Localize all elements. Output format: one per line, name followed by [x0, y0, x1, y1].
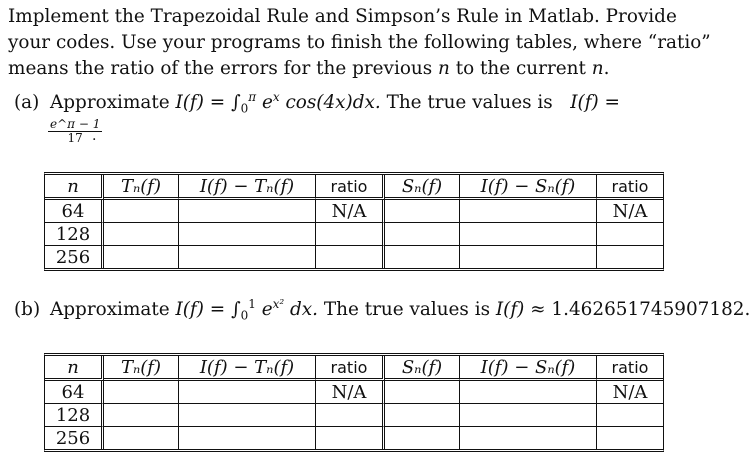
problem-intro	[8, 4, 711, 82]
table-header-row: n Tₙ(f) I(f) − Tₙ(f) ratio Sₙ(f) I(f) − Sₙ(f) ratio	[45, 175, 663, 200]
table-row: 256	[45, 246, 663, 268]
table-header-row: n Tₙ(f) I(f) − Tₙ(f) ratio Sₙ(f) I(f) − Sₙ(f) ratio	[45, 356, 663, 381]
table-row: 128	[45, 223, 663, 246]
part-b-integral: I(f) = ∫	[175, 299, 241, 320]
table-row: 64 N/A N/A	[45, 200, 663, 223]
part-a-integral: I(f) = ∫	[175, 92, 241, 113]
part-b-true-value: 1.462651745907182.	[551, 299, 750, 320]
table-part-b	[44, 353, 664, 452]
part-a-true-value-fraction: $\frac{e\^{}\pi - 1}{17}$	[50, 117, 101, 145]
table-part-a	[44, 172, 664, 271]
part-a-rhs: I(f) =	[570, 92, 620, 113]
part-a-question: (a) Approximate $I(f) = \int_0^\pi$ $e^x$ cos(4x)dx. The true values is I(f) =	[14, 89, 620, 116]
table-row: 128	[45, 404, 663, 427]
part-b-rhs: I(f) ≈	[495, 299, 552, 320]
intro-line-3: means the ratio of the errors for the previous n to the current n.	[8, 58, 610, 79]
table-row: 64 N/A N/A	[45, 381, 663, 404]
part-b-question: (b) Approximate $I(f) = \int_0^1$ $e^{x^2}$ dx. The true values is I(f) ≈ 1.462651745907182.	[14, 296, 750, 323]
table-row: 256	[45, 427, 663, 449]
intro-line-2: your codes. Use your programs to finish the following tables, where “ratio”	[8, 32, 711, 53]
part-a-tag: (a)	[14, 92, 40, 113]
intro-line-1: Implement the Trapezoidal Rule and Simpson’s Rule in Matlab. Provide	[8, 6, 677, 27]
part-b-tag: (b)	[14, 299, 41, 320]
